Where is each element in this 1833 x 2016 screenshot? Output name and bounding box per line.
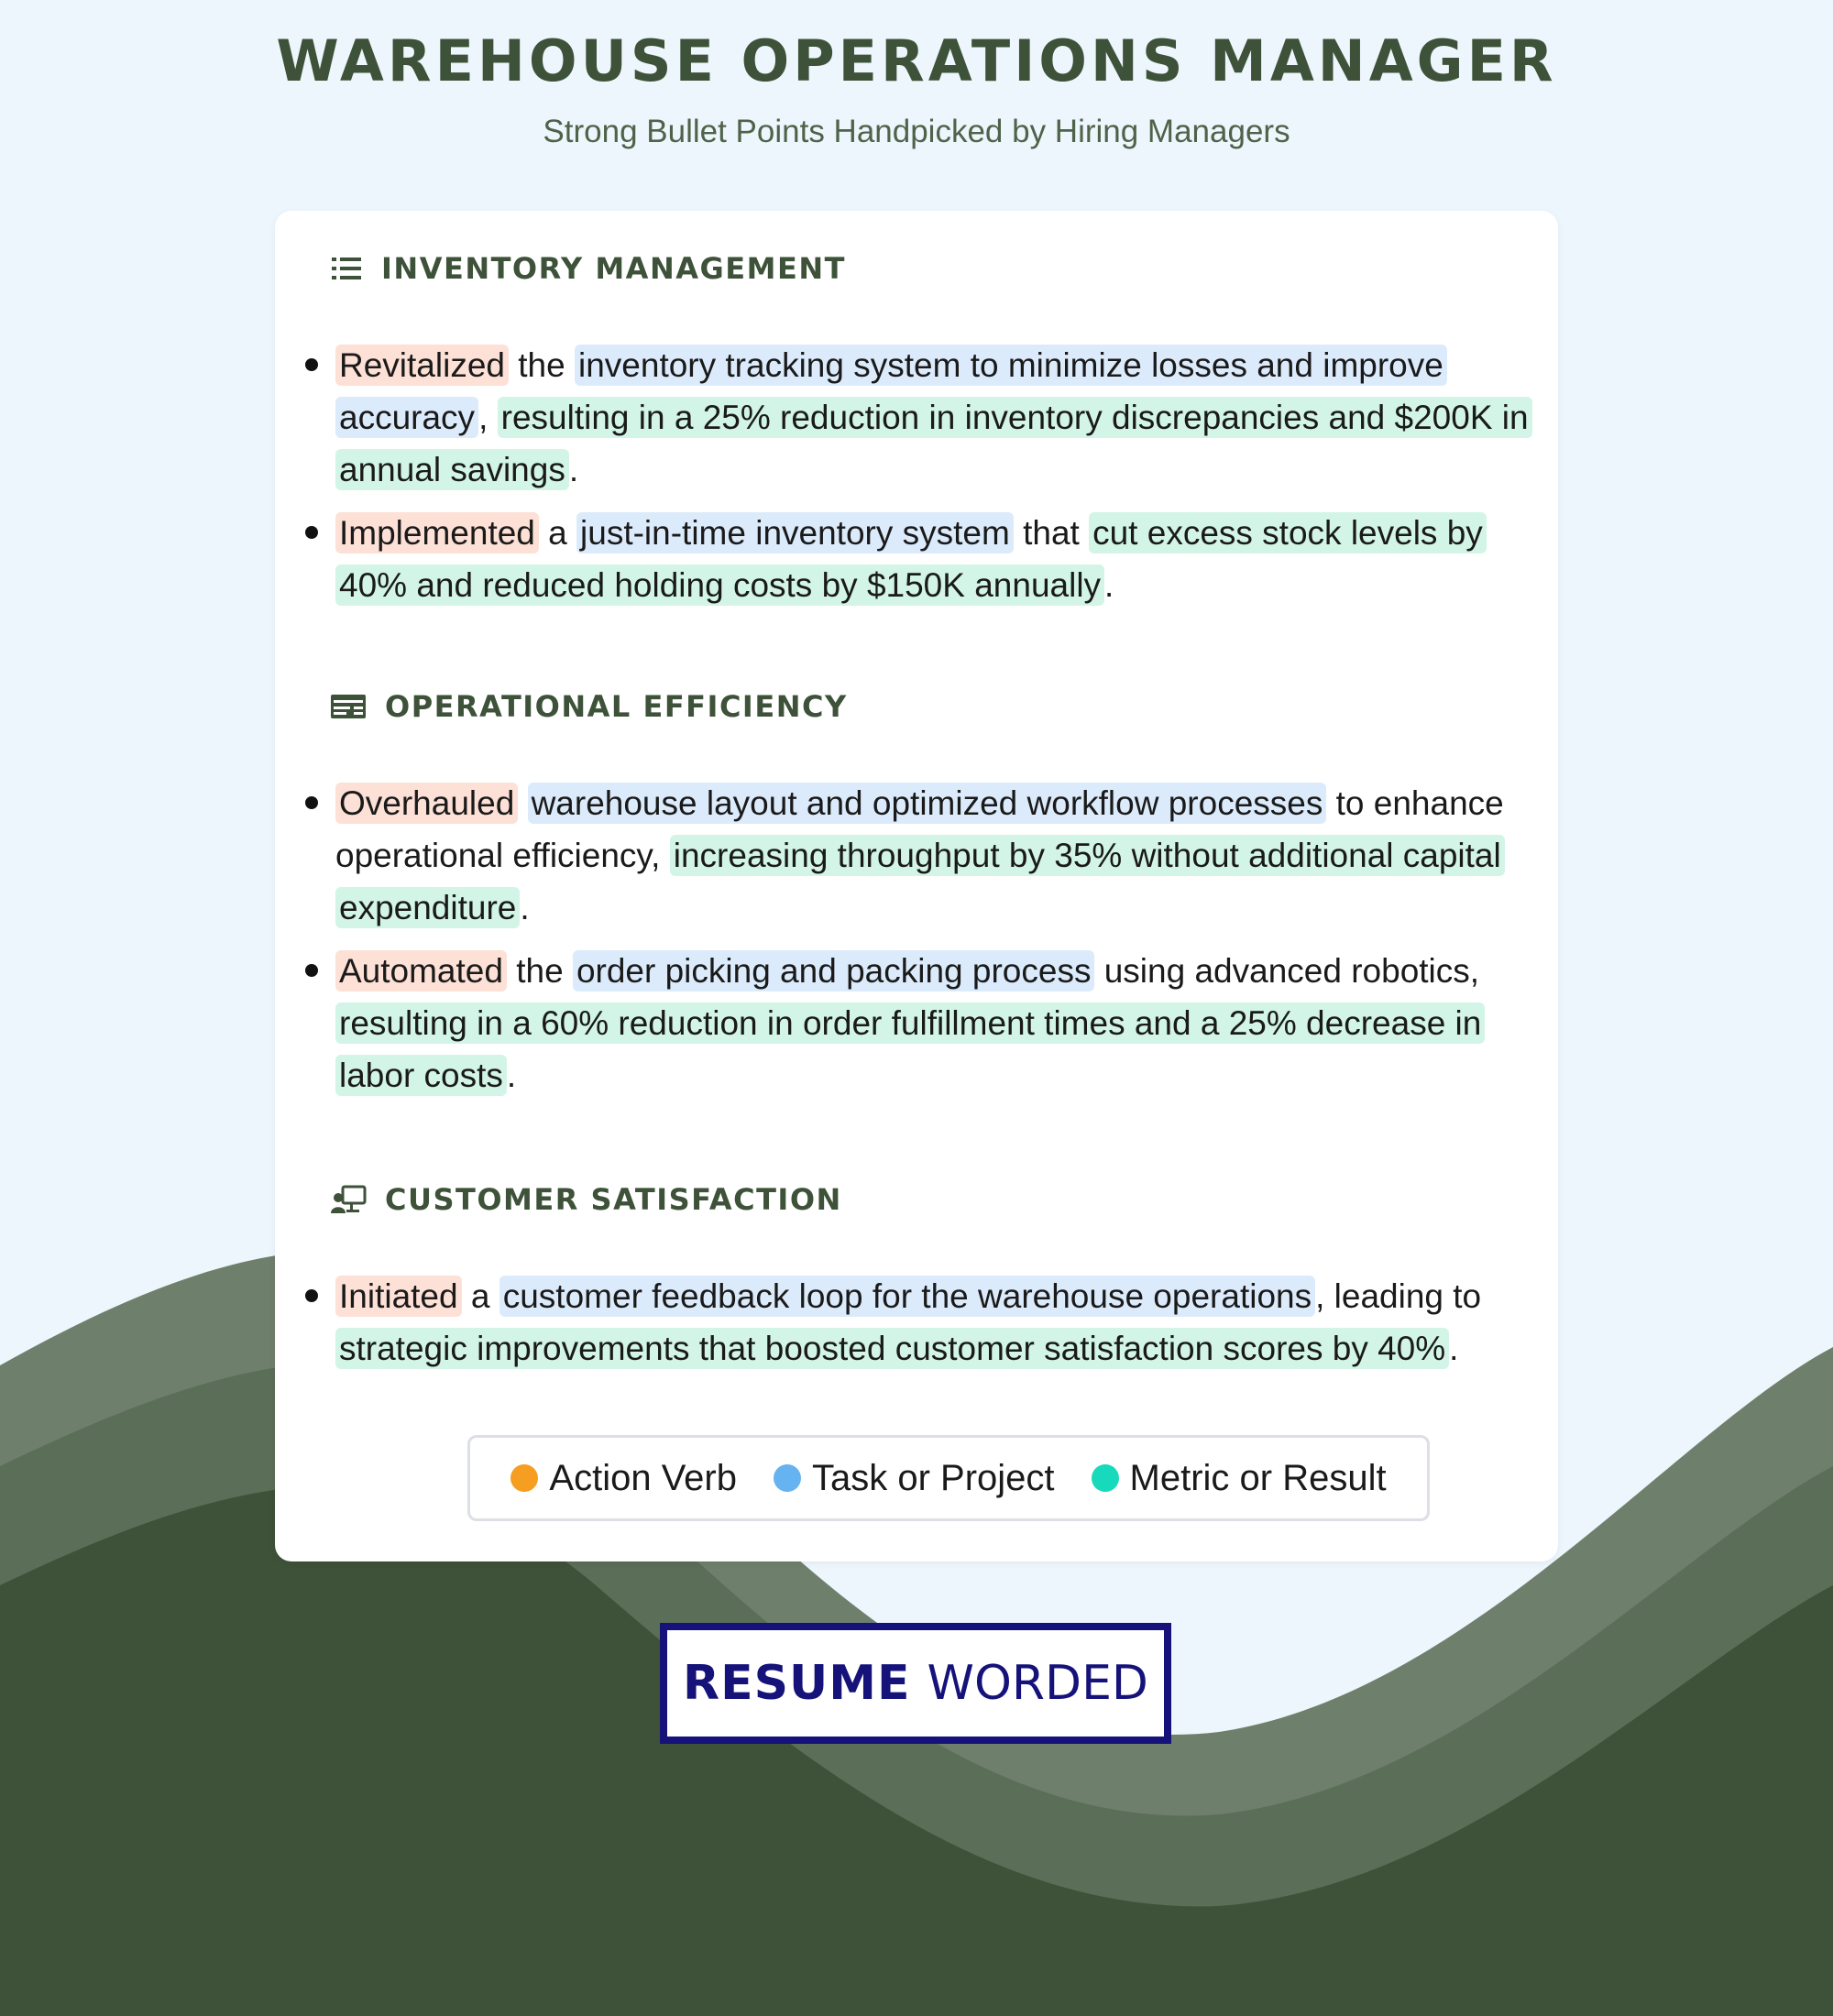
logo-text-light: WORDED — [927, 1656, 1148, 1711]
metric-text: strategic improvements that boosted customer satisfaction scores by 40% — [335, 1328, 1449, 1369]
legend-label: Metric or Result — [1129, 1457, 1387, 1498]
metric-text: resulting in a 60% reduction in order fulfillment times and a 25% decrease in labor costs — [335, 1003, 1485, 1096]
action-verb-dot-icon — [510, 1464, 538, 1492]
legend-item-task — [774, 1458, 1055, 1499]
bullet-points-card — [275, 211, 1558, 1561]
bullet-dot — [305, 1289, 318, 1302]
legend-label: Action Verb — [549, 1457, 737, 1498]
logo-text-strong: RESUME — [683, 1656, 911, 1711]
bullet-list — [335, 1270, 1545, 1386]
action-verb: Implemented — [335, 512, 539, 553]
bullet-text: the — [508, 346, 575, 384]
bullet-text: using advanced robotics, — [1094, 952, 1480, 990]
metric-dot-icon — [1092, 1464, 1119, 1492]
bullet-dot — [305, 796, 318, 809]
action-verb: Automated — [335, 950, 507, 992]
bullet-text: . — [568, 451, 579, 488]
highlight-legend — [467, 1435, 1430, 1521]
bullet-dot — [305, 358, 318, 371]
bullet-text: , — [478, 399, 498, 436]
bullet-item — [335, 1270, 1545, 1375]
dashboard-card-icon — [330, 690, 367, 723]
legend-label: Task or Project — [811, 1457, 1055, 1498]
bullet-text: . — [1449, 1330, 1459, 1367]
list-icon — [330, 252, 363, 285]
metric-text: increasing throughput by 35% without additional capital expenditure — [335, 835, 1505, 928]
section-header — [330, 1182, 842, 1217]
section-header — [330, 251, 846, 286]
bullet-text: a — [538, 514, 577, 552]
section-title: CUSTOMER SATISFACTION — [385, 1182, 842, 1217]
presenter-icon — [330, 1183, 367, 1216]
bullet-item — [335, 777, 1545, 934]
bullet-item — [335, 507, 1545, 611]
task-text: warehouse layout and optimized workflow processes — [528, 783, 1327, 824]
bullet-item — [335, 945, 1545, 1101]
legend-item-action-verb — [510, 1458, 737, 1499]
bullet-text: the — [506, 952, 573, 990]
task-text: customer feedback loop for the warehouse operations — [499, 1276, 1315, 1317]
bullet-item — [335, 339, 1545, 496]
bullet-text: a — [461, 1277, 499, 1315]
bullet-text: . — [520, 889, 530, 926]
task-text: just-in-time inventory system — [576, 512, 1014, 553]
bullet-dot — [305, 964, 318, 977]
action-verb: Initiated — [335, 1276, 462, 1317]
metric-text: resulting in a 25% reduction in inventory discrepancies and $200K in annual savings — [335, 397, 1532, 490]
task-text: order picking and packing process — [573, 950, 1095, 992]
bullet-text: , leading to — [1315, 1277, 1482, 1315]
task-text: inventory tracking system to minimize losses and improve accuracy — [335, 345, 1447, 438]
page-subtitle: Strong Bullet Points Handpicked by Hiring Managers — [543, 114, 1290, 149]
page-title: WAREHOUSE OPERATIONS MANAGER — [276, 27, 1557, 94]
section-header — [330, 689, 848, 724]
bullet-list — [335, 339, 1545, 622]
bullet-text — [518, 784, 527, 822]
bullet-list — [335, 777, 1545, 1112]
resume-worded-logo[interactable] — [660, 1623, 1171, 1744]
section-title: OPERATIONAL EFFICIENCY — [385, 689, 848, 724]
bullet-text: to enhance operational efficiency, — [335, 784, 1504, 874]
bullet-text: . — [506, 1057, 517, 1094]
metric-text: cut excess stock levels by 40% and reduced holding costs by $150K annually — [335, 512, 1487, 606]
bullet-text: that — [1013, 514, 1090, 552]
legend-item-metric — [1092, 1458, 1387, 1499]
bullet-text: . — [1104, 566, 1114, 604]
section-title: INVENTORY MANAGEMENT — [381, 251, 846, 286]
bullet-dot — [305, 526, 318, 539]
action-verb: Revitalized — [335, 345, 509, 386]
task-dot-icon — [774, 1464, 801, 1492]
action-verb: Overhauled — [335, 783, 518, 824]
